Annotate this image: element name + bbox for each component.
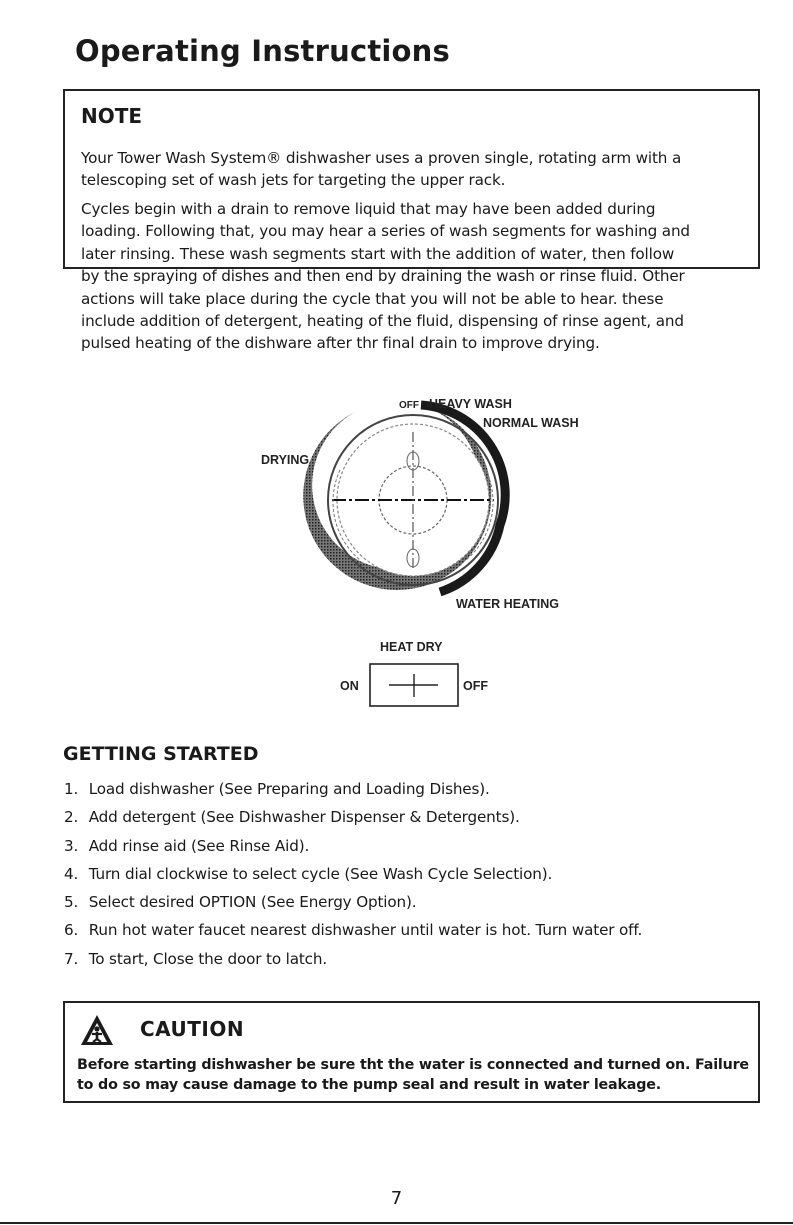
list-item [64,950,642,978]
step-number: 7. [64,949,79,968]
caution-text [77,1055,761,1095]
dial-label-water-heating: WATER HEATING [456,597,560,611]
step-number: 3. [64,836,79,855]
heat-dry-on-label: ON [340,679,359,693]
dial-label-off: OFF [399,400,419,411]
note-line: loading. Following that, you may hear a series of wash segments for washing and [81,222,690,241]
note-line: pulsed heating of the dishware after thr final drain to improve drying. [81,334,600,353]
dial-label-heavy-wash: HEAVY WASH [429,397,512,411]
note-line: Cycles begin with a drain to remove liquid that may have been added during [81,200,656,218]
list-item [64,837,642,865]
step-number: 2. [64,808,79,827]
page-number: 7 [390,1188,403,1209]
note-line: later rinsing. These wash segments start with the addition of water, then follow [81,244,675,263]
caution-box [63,1001,760,1103]
note-line: Your Tower Wash System® dishwasher uses a proven single, rotating arm with a [81,149,682,167]
note-heading: NOTE [81,104,143,128]
step-number: 4. [64,864,79,883]
list-item [64,865,642,893]
note-line: telescoping set of wash jets for targeting the upper rack. [81,171,506,190]
caution-line: Before starting dishwasher be sure tht the water is connected and turned on. Failure [77,1057,749,1073]
list-item [64,893,642,921]
step-text: To start, Close the door to latch. [88,949,328,968]
heat-dry-off-label: OFF [463,679,488,693]
heat-dry-switch[interactable] [370,664,458,706]
step-number: 1. [64,780,79,798]
step-number: 5. [64,893,79,912]
step-text: Add detergent (See Dishwasher Dispenser & Detergents). [88,808,520,827]
caution-heading: CAUTION [140,1017,245,1041]
step-text: Load dishwasher (See Preparing and Loading Dishes). [88,780,490,798]
getting-started-heading: GETTING STARTED [63,743,259,765]
warning-triangle-icon [79,1013,115,1047]
note-line: include addition of detergent, heating of the fluid, dispensing of rinse agent, and [81,312,684,331]
dial-label-normal-wash: NORMAL WASH [483,416,579,430]
list-item [64,921,642,949]
heat-dry-title: HEAT DRY [380,640,443,654]
step-number: 6. [64,921,79,940]
bottom-rule [0,1222,793,1224]
step-text: Run hot water faucet nearest dishwasher until water is hot. Turn water off. [88,921,643,940]
list-item [64,808,642,836]
step-text: Turn dial clockwise to select cycle (See Wash Cycle Selection). [88,864,553,883]
caution-line: to do so may cause damage to the pump seal and result in water leakage. [77,1077,661,1093]
step-text: Select desired OPTION (See Energy Option). [88,893,417,912]
note-line: by the spraying of dishes and then end by draining the wash or rinse fluid. Other [81,267,685,286]
note-line: actions will take place during the cycle that you will not be able to hear. these [81,289,664,308]
list-item [64,780,642,808]
cycle-dial[interactable] [303,405,505,592]
page-title: Operating Instructions [75,34,450,68]
getting-started-steps [64,780,642,978]
dial-label-drying: DRYING [261,453,310,467]
step-text: Add rinse aid (See Rinse Aid). [88,836,310,855]
